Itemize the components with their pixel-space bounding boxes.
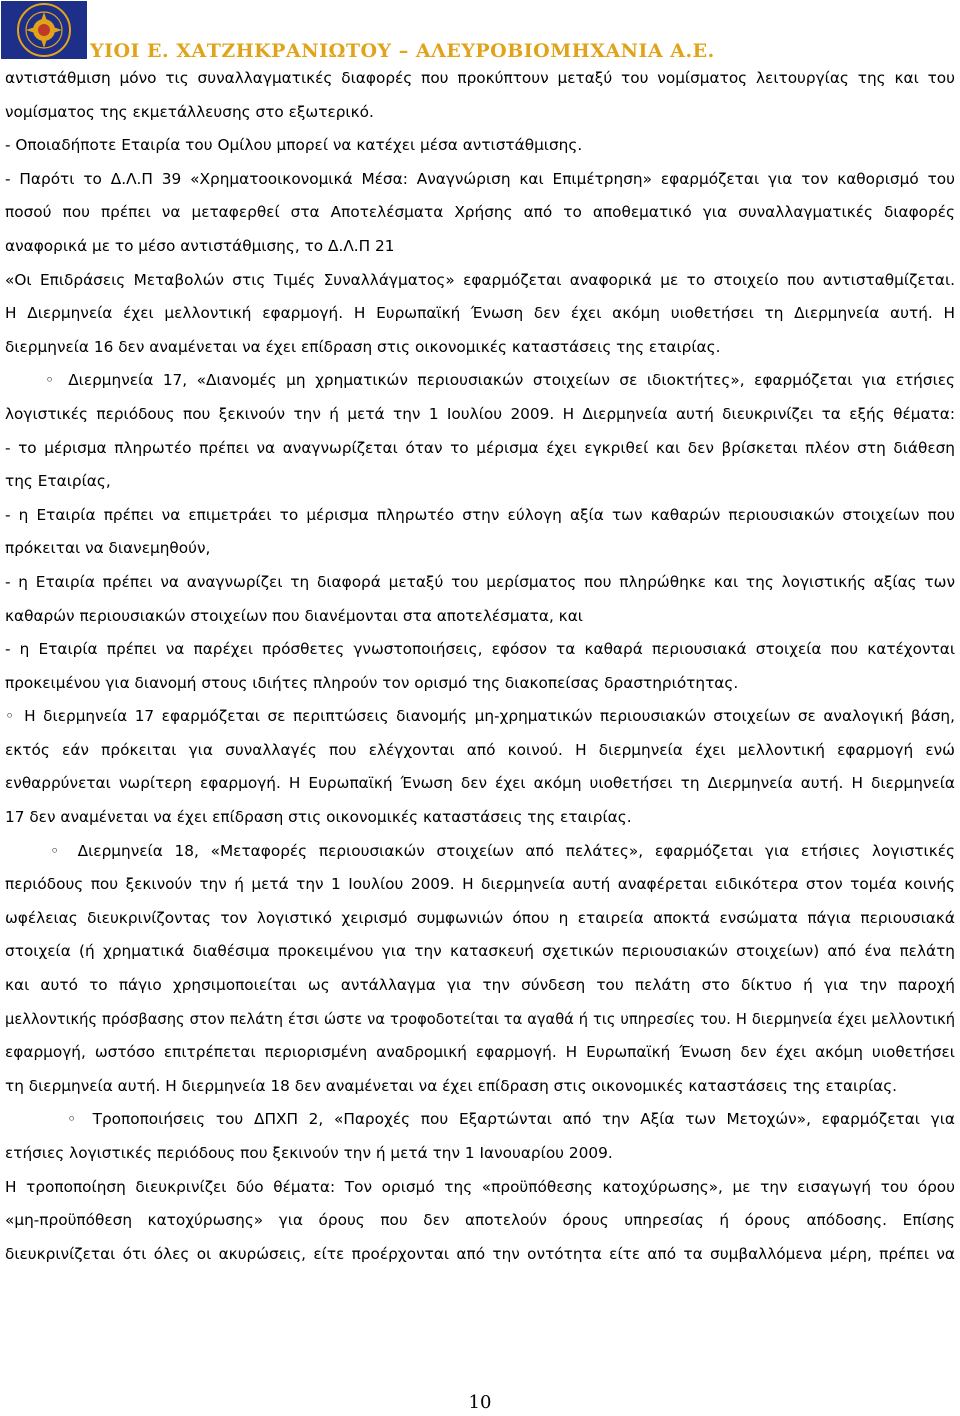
- text-line: διερμηνεία 16 δεν αναμένεται να έχει επίδραση στις οικονομικές καταστάσεις της εταιρίας.: [5, 337, 721, 356]
- page-header: [0, 0, 960, 60]
- text-line: ποσού που πρέπει να μεταφερθεί στα Αποτελέσματα Χρήσης από το αποθεματικό για συναλλαγματικές διαφορές: [5, 203, 955, 222]
- text-line: 17 δεν αναμένεται να έχει επίδραση στις οικονομικές καταστάσεις της εταιρίας.: [5, 808, 632, 827]
- text-line: Η τροποποίηση διευκρινίζει δύο θέματα: Τον ορισμό της «προϋπόθεσης κατοχύρωσης», με την εισαγωγή του όρου: [5, 1177, 955, 1196]
- text-line: ◦ Η διερμηνεία 17 εφαρμόζεται σε περιπτώσεις διανομής μη-χρηματικών περιουσιακών στοιχείων σε αναλογική βάση,: [5, 707, 955, 726]
- text-line: περιόδους που ξεκινούν την ή μετά την 1 Ιουλίου 2009. Η διερμηνεία αυτή αναφέρεται ειδικότερα στον τομέα κοινής: [5, 875, 955, 894]
- text-line: μελλοντικής πρόσβασης στον πελάτη έτσι ώστε να τροφοδοτείται τα αγαθά ή τις υπηρεσίες του. Η διερμηνεία έχει μελλοντική: [5, 1010, 955, 1028]
- text-line: τη διερμηνεία αυτή. Η διερμηνεία 18 δεν αναμένεται να έχει επίδραση στις οικονομικές καταστάσεις της εταιρίας.: [5, 1076, 898, 1095]
- text-line: εκτός εάν πρόκειται για συναλλαγές που ελέγχονται από κοινού. Η διερμηνεία έχει μελλοντική εφαρμογή ενώ: [5, 740, 955, 759]
- text-line: εφαρμογή, ωστόσο επιτρέπεται περιορισμένη αναδρομική εφαρμογή. Η Ευρωπαϊκή Ένωση δεν έχει ακόμη υιοθετήσει: [5, 1043, 955, 1062]
- text-line: - η Εταιρία πρέπει να αναγνωρίζει τη διαφορά μεταξύ του μερίσματος που πληρώθηκε και της λογιστικής αξίας των: [5, 572, 955, 591]
- text-line: ωφέλειας διευκρινίζοντας τον λογιστικό χειρισμό συμφωνιών όπου η εταιρεία αποκτά ενσώματα πάγια περιουσιακά: [5, 908, 955, 927]
- text-line: νομίσματος της εκμετάλλευσης στο εξωτερικό.: [5, 102, 374, 121]
- page-number: 10: [468, 1392, 492, 1413]
- company-name: ΥΙΟΙ Ε. ΧΑΤΖΗΚΡΑΝΙΩΤΟΥ – ΑΛΕΥΡΟΒΙΟΜΗΧΑΝΙΑ Α.Ε.: [90, 40, 715, 62]
- text-line: - Οποιαδήποτε Εταιρία του Ομίλου μπορεί να κατέχει μέσα αντιστάθμισης.: [5, 136, 583, 155]
- text-line: καθαρών περιουσιακών στοιχείων που διανέμονται στα αποτελέσματα, και: [5, 606, 583, 625]
- text-line: ◦ Τροποποιήσεις του ΔΠΧΠ 2, «Παροχές που Εξαρτώνται από την Αξία των Μετοχών», εφαρμόζεται για: [67, 1110, 955, 1129]
- text-line: αντιστάθμιση μόνο τις συναλλαγματικές διαφορές που προκύπτουν μεταξύ του νομίσματος λειτουργίας της και του: [5, 69, 955, 87]
- text-line: της Εταιρίας,: [5, 472, 111, 491]
- document-body: [5, 62, 955, 1271]
- text-line: και αυτό το πάγιο χρησιμοποιείται ως αντάλλαγμα για την σύνδεση του πελάτη στο δίκτυο ή για την παροχή: [5, 976, 955, 995]
- company-logo-icon: [1, 1, 87, 59]
- text-line: - Παρότι το Δ.Λ.Π 39 «Χρηματοοικονομικά Μέσα: Αναγνώριση και Επιμέτρηση» εφαρμόζεται για τον καθορισμό του: [5, 169, 955, 188]
- text-line: στοιχεία (ή χρηματικά διαθέσιμα προκειμένου για την κατασκευή σχετικών περιουσιακών στοιχείων) από ένα πελάτη: [5, 942, 955, 961]
- text-line: Η Διερμηνεία έχει μελλοντική εφαρμογή. Η Ευρωπαϊκή Ένωση δεν έχει ακόμη υιοθετήσει τη Διερμηνεία αυτή. Η: [5, 304, 955, 323]
- text-line: - η Εταιρία πρέπει να παρέχει πρόσθετες γνωστοποιήσεις, εφόσον τα καθαρά περιουσιακά στοιχεία που κατέχονται: [5, 640, 955, 659]
- text-line: προκειμένου για διανομή στους ιδιήτες πληρούν τον ορισμό της διακοπείσας δραστηριότητας.: [5, 673, 739, 692]
- text-line: ◦ Διερμηνεία 18, «Μεταφορές περιουσιακών στοιχείων από πελάτες», εφαρμόζεται για ετήσιες λογιστικές: [50, 841, 955, 860]
- text-line: - η Εταιρία πρέπει να επιμετράει το μέρισμα πληρωτέο στην εύλογη αξία των καθαρών περιουσιακών στοιχείων που: [5, 505, 955, 524]
- text-line: ◦ Διερμηνεία 17, «Διανομές μη χρηματικών περιουσιακών στοιχείων σε ιδιοκτήτες», εφαρμόζεται για ετήσιες: [45, 371, 955, 390]
- text-line: ετήσιες λογιστικές περιόδους που ξεκινούν την ή μετά την 1 Ιανουαρίου 2009.: [5, 1144, 613, 1162]
- text-line: αναφορικά με το μέσο αντιστάθμισης, το Δ.Λ.Π 21: [5, 236, 395, 255]
- text-line: ενθαρρύνεται νωρίτερη εφαρμογή. Η Ευρωπαϊκή Ένωση δεν έχει ακόμη υιοθετήσει τη Διερμηνεία αυτή. Η διερμηνεία: [5, 774, 955, 793]
- text-line: πρόκειται να διανεμηθούν,: [5, 539, 211, 558]
- text-line: «μη-προϋπόθεση κατοχύρωσης» για όρους που δεν αποτελούν όρους υπηρεσίας ή όρους απόδοσης. Επίσης: [5, 1211, 955, 1230]
- text-line: - το μέρισμα πληρωτέο πρέπει να αναγνωρίζεται όταν το μέρισμα έχει εγκριθεί και δεν βρίσκεται πλέον στη διάθεση: [5, 438, 955, 457]
- text-line: «Οι Επιδράσεις Μεταβολών στις Τιμές Συναλλάγματος» εφαρμόζεται αναφορικά με το στοιχείο που αντισταθμίζεται.: [5, 270, 955, 289]
- text-line: διευκρινίζεται ότι όλες οι ακυρώσεις, είτε προέρχονται από την οντότητα είτε από τα συμβαλλόμενα μέρη, πρέπει να: [5, 1244, 955, 1263]
- text-line: λογιστικές περιόδους που ξεκινούν την ή μετά την 1 Ιουλίου 2009. Η Διερμηνεία αυτή διευκρινίζει τα εξής θέματα:: [5, 404, 955, 423]
